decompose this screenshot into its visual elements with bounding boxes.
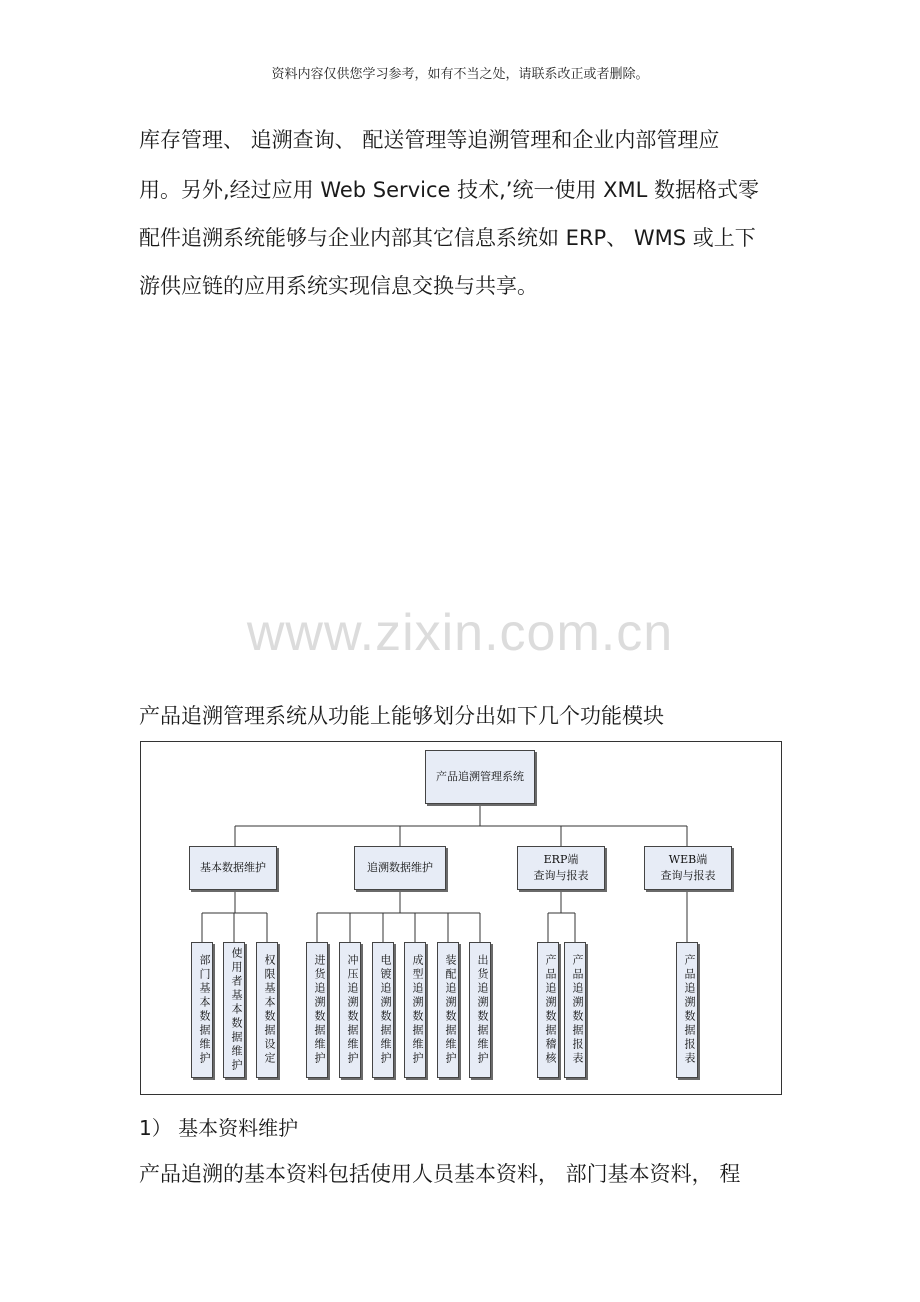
leaf-incoming-trace: 进货追溯数据维护 — [306, 942, 328, 1078]
erp-node-line-1: ERP端 — [543, 853, 579, 866]
watermark: www.zixin.com.cn — [246, 604, 674, 662]
function-module-diagram — [140, 741, 782, 1095]
leaf-plating-trace: 电镀追溯数据维护 — [372, 942, 394, 1078]
diagram-root-node: 产品追溯管理系统 — [425, 750, 535, 804]
diagram-node-web-report — [644, 846, 732, 890]
paragraph-section-1: 产品追溯的基本资料包括使用人员基本资料， 部门基本资料， 程 — [139, 1162, 741, 1186]
leaf-molding-trace: 成型追溯数据维护 — [404, 942, 426, 1078]
erp-node-line-2: 查询与报表 — [533, 869, 589, 882]
leaf-user-basic-data: 使用者基本数据维护 — [223, 942, 245, 1078]
section-title: 1） 基本资料维护 — [139, 1116, 299, 1140]
diagram-node-erp-report — [517, 846, 605, 890]
paragraph-line-4: 游供应链的应用系统实现信息交换与共享。 — [139, 274, 538, 298]
diagram-node-basic-data: 基本数据维护 — [189, 846, 277, 890]
paragraph-line-1: 库存管理、 追溯查询、 配送管理等追溯管理和企业内部管理应 — [139, 128, 720, 152]
leaf-erp-report: 产品追溯数据报表 — [564, 942, 586, 1078]
diagram-node-trace-data: 追溯数据维护 — [354, 846, 446, 890]
web-node-line-1: WEB端 — [668, 853, 708, 866]
leaf-web-report: 产品追溯数据报表 — [676, 942, 698, 1078]
paragraph-line-2: 用。另外,经过应用 Web Service 技术,’统一使用 XML 数据格式零 — [139, 178, 760, 202]
leaf-dept-basic-data: 部门基本数据维护 — [191, 942, 213, 1078]
leaf-stamping-trace: 冲压追溯数据维护 — [339, 942, 361, 1078]
page-header-notice: 资料内容仅供您学习参考，如有不当之处，请联系改正或者删除。 — [271, 67, 649, 82]
leaf-shipping-trace: 出货追溯数据维护 — [469, 942, 491, 1078]
web-node-line-2: 查询与报表 — [660, 869, 716, 882]
diagram-caption: 产品追溯管理系统从功能上能够划分出如下几个功能模块 — [139, 704, 664, 728]
leaf-erp-audit: 产品追溯数据稽核 — [537, 942, 559, 1078]
paragraph-line-3: 配件追溯系统能够与企业内部其它信息系统如 ERP、 WMS 或上下 — [139, 226, 756, 250]
leaf-permission-basic-data: 权限基本数据设定 — [256, 942, 278, 1078]
leaf-assembly-trace: 装配追溯数据维护 — [437, 942, 459, 1078]
